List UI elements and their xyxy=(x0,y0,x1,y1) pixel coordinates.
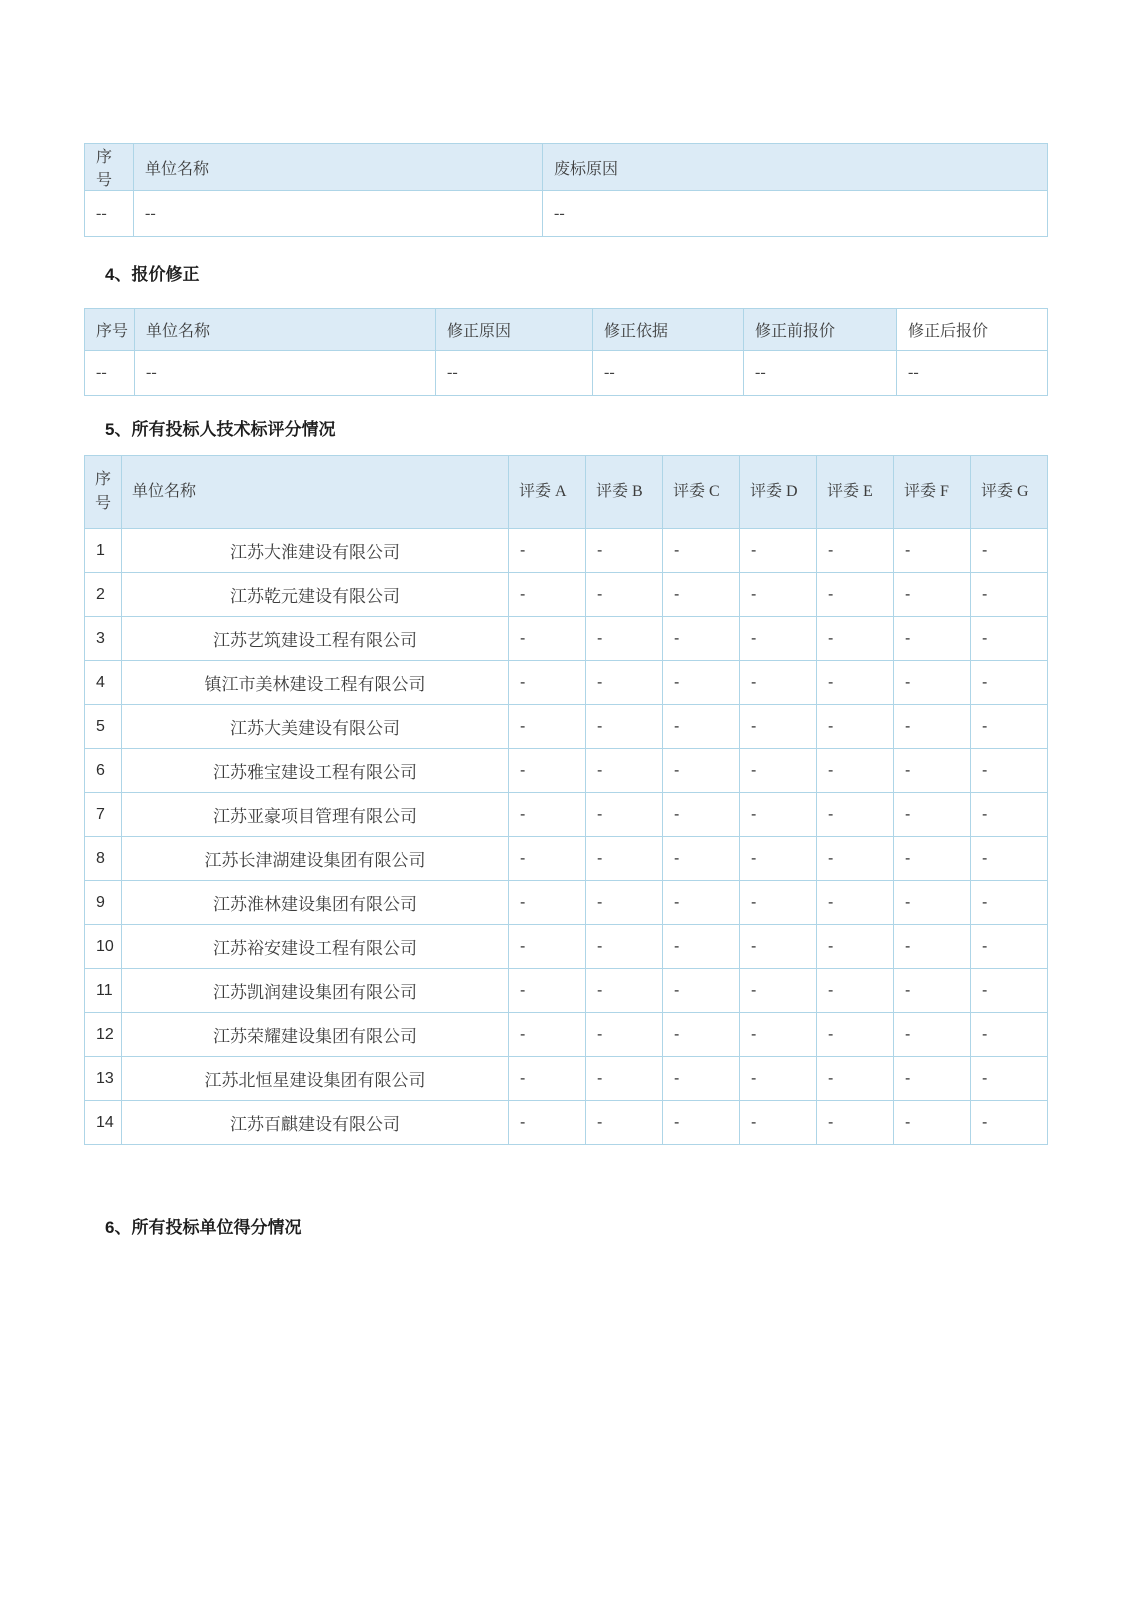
cell-company-name: 江苏大淮建设有限公司 xyxy=(122,529,509,573)
cell-price-after: -- xyxy=(897,351,1048,396)
cell-company-name: 江苏荣耀建设集团有限公司 xyxy=(122,1013,509,1057)
cell-score-judge-a: - xyxy=(509,573,586,617)
cell-score-judge-e: - xyxy=(817,1057,894,1101)
cell-score-judge-d: - xyxy=(740,617,817,661)
cell-company-name: 江苏亚豪项目管理有限公司 xyxy=(122,793,509,837)
column-header-seq: 序号 xyxy=(85,456,122,529)
cell-score-judge-g: - xyxy=(971,749,1048,793)
column-header-company: 单位名称 xyxy=(134,144,543,191)
cell-score-judge-g: - xyxy=(971,969,1048,1013)
cell-score-judge-g: - xyxy=(971,1013,1048,1057)
cell-score-judge-b: - xyxy=(586,749,663,793)
cell-company-name: 江苏百麒建设有限公司 xyxy=(122,1101,509,1145)
cell-company-name: 江苏乾元建设有限公司 xyxy=(122,573,509,617)
cell-score-judge-f: - xyxy=(894,793,971,837)
cell-score-judge-b: - xyxy=(586,969,663,1013)
table-row xyxy=(85,1101,1048,1145)
table-row xyxy=(85,705,1048,749)
table-row xyxy=(85,529,1048,573)
column-header-seq: 序号 xyxy=(85,309,135,351)
cell-score-judge-e: - xyxy=(817,837,894,881)
cell-score-judge-g: - xyxy=(971,837,1048,881)
cell-score-judge-c: - xyxy=(663,705,740,749)
cell-score-judge-b: - xyxy=(586,529,663,573)
cell-company-name: 江苏雅宝建设工程有限公司 xyxy=(122,749,509,793)
cell-score-judge-f: - xyxy=(894,529,971,573)
cell-score-judge-b: - xyxy=(586,1101,663,1145)
cell-score-judge-g: - xyxy=(971,661,1048,705)
cell-score-judge-d: - xyxy=(740,749,817,793)
cell-company-name: 江苏淮林建设集团有限公司 xyxy=(122,881,509,925)
column-header-price-before: 修正前报价 xyxy=(744,309,897,351)
table-row xyxy=(85,661,1048,705)
cell-score-judge-e: - xyxy=(817,881,894,925)
cell-score-judge-e: - xyxy=(817,617,894,661)
column-header-reject-reason: 废标原因 xyxy=(543,144,1048,191)
cell-score-judge-b: - xyxy=(586,617,663,661)
cell-score-judge-d: - xyxy=(740,881,817,925)
cell-score-judge-f: - xyxy=(894,1057,971,1101)
cell-score-judge-c: - xyxy=(663,1057,740,1101)
cell-score-judge-c: - xyxy=(663,573,740,617)
cell-company: -- xyxy=(135,351,436,396)
cell-row-number: 14 xyxy=(85,1101,122,1145)
column-header-company: 单位名称 xyxy=(122,456,509,529)
cell-score-judge-g: - xyxy=(971,1057,1048,1101)
cell-reject-reason: -- xyxy=(543,191,1048,237)
cell-score-judge-f: - xyxy=(894,881,971,925)
cell-seq: -- xyxy=(85,191,134,237)
column-header-judge-g: 评委 G xyxy=(971,456,1048,529)
cell-score-judge-a: - xyxy=(509,617,586,661)
cell-company-name: 江苏艺筑建设工程有限公司 xyxy=(122,617,509,661)
table-row xyxy=(85,969,1048,1013)
cell-score-judge-f: - xyxy=(894,969,971,1013)
cell-company-name: 江苏大美建设有限公司 xyxy=(122,705,509,749)
cell-row-number: 4 xyxy=(85,661,122,705)
rejected-bids-header-row xyxy=(85,144,1048,191)
column-header-company: 单位名称 xyxy=(135,309,436,351)
document-page xyxy=(84,143,1047,1239)
column-header-judge-e: 评委 E xyxy=(817,456,894,529)
cell-score-judge-b: - xyxy=(586,705,663,749)
cell-score-judge-g: - xyxy=(971,925,1048,969)
cell-score-judge-d: - xyxy=(740,1101,817,1145)
cell-score-judge-c: - xyxy=(663,969,740,1013)
cell-score-judge-b: - xyxy=(586,837,663,881)
cell-score-judge-a: - xyxy=(509,793,586,837)
table-row xyxy=(85,881,1048,925)
table-row xyxy=(85,925,1048,969)
cell-score-judge-f: - xyxy=(894,1101,971,1145)
cell-row-number: 13 xyxy=(85,1057,122,1101)
cell-score-judge-d: - xyxy=(740,573,817,617)
cell-score-judge-d: - xyxy=(740,1013,817,1057)
column-header-price-after: 修正后报价 xyxy=(897,309,1048,351)
cell-score-judge-b: - xyxy=(586,1013,663,1057)
cell-score-judge-d: - xyxy=(740,661,817,705)
cell-score-judge-b: - xyxy=(586,1057,663,1101)
cell-score-judge-d: - xyxy=(740,1057,817,1101)
cell-score-judge-f: - xyxy=(894,705,971,749)
cell-row-number: 11 xyxy=(85,969,122,1013)
column-header-judge-c: 评委 C xyxy=(663,456,740,529)
cell-score-judge-b: - xyxy=(586,881,663,925)
section-4-title: 4、报价修正 xyxy=(105,265,200,284)
cell-score-judge-e: - xyxy=(817,793,894,837)
cell-score-judge-e: - xyxy=(817,661,894,705)
technical-scores-header-row xyxy=(85,456,1048,529)
cell-score-judge-g: - xyxy=(971,617,1048,661)
cell-score-judge-a: - xyxy=(509,749,586,793)
cell-company-name: 江苏凯润建设集团有限公司 xyxy=(122,969,509,1013)
cell-score-judge-e: - xyxy=(817,969,894,1013)
cell-score-judge-e: - xyxy=(817,749,894,793)
cell-row-number: 2 xyxy=(85,573,122,617)
cell-score-judge-f: - xyxy=(894,925,971,969)
rejected-bids-table xyxy=(84,143,1048,237)
table-row xyxy=(85,793,1048,837)
cell-score-judge-g: - xyxy=(971,1101,1048,1145)
cell-score-judge-d: - xyxy=(740,969,817,1013)
cell-seq: -- xyxy=(85,351,135,396)
cell-score-judge-f: - xyxy=(894,617,971,661)
section-6-title: 6、所有投标单位得分情况 xyxy=(105,1218,302,1237)
cell-score-judge-b: - xyxy=(586,573,663,617)
cell-score-judge-c: - xyxy=(663,881,740,925)
cell-score-judge-e: - xyxy=(817,925,894,969)
cell-score-judge-c: - xyxy=(663,661,740,705)
cell-score-judge-e: - xyxy=(817,1101,894,1145)
cell-price-before: -- xyxy=(744,351,897,396)
cell-score-judge-f: - xyxy=(894,837,971,881)
cell-row-number: 8 xyxy=(85,837,122,881)
price-correction-header-row xyxy=(85,309,1048,351)
column-header-correction-basis: 修正依据 xyxy=(593,309,744,351)
cell-score-judge-a: - xyxy=(509,925,586,969)
cell-row-number: 9 xyxy=(85,881,122,925)
cell-score-judge-g: - xyxy=(971,573,1048,617)
cell-company-name: 江苏裕安建设工程有限公司 xyxy=(122,925,509,969)
cell-score-judge-a: - xyxy=(509,529,586,573)
cell-row-number: 12 xyxy=(85,1013,122,1057)
column-header-judge-a: 评委 A xyxy=(509,456,586,529)
cell-score-judge-f: - xyxy=(894,1013,971,1057)
cell-score-judge-a: - xyxy=(509,969,586,1013)
cell-score-judge-c: - xyxy=(663,529,740,573)
cell-score-judge-d: - xyxy=(740,925,817,969)
cell-score-judge-g: - xyxy=(971,881,1048,925)
column-header-seq: 序号 xyxy=(85,144,134,191)
cell-score-judge-e: - xyxy=(817,529,894,573)
cell-score-judge-c: - xyxy=(663,1013,740,1057)
cell-score-judge-c: - xyxy=(663,749,740,793)
cell-score-judge-d: - xyxy=(740,793,817,837)
technical-scores-table xyxy=(84,455,1048,1145)
cell-score-judge-a: - xyxy=(509,1057,586,1101)
table-row xyxy=(85,617,1048,661)
cell-score-judge-c: - xyxy=(663,793,740,837)
column-header-judge-b: 评委 B xyxy=(586,456,663,529)
column-header-correction-reason: 修正原因 xyxy=(436,309,593,351)
cell-score-judge-a: - xyxy=(509,661,586,705)
cell-correction-basis: -- xyxy=(593,351,744,396)
cell-row-number: 3 xyxy=(85,617,122,661)
table-row xyxy=(85,837,1048,881)
section-5-title: 5、所有投标人技术标评分情况 xyxy=(105,420,336,439)
cell-score-judge-f: - xyxy=(894,749,971,793)
cell-score-judge-g: - xyxy=(971,705,1048,749)
cell-score-judge-a: - xyxy=(509,837,586,881)
column-header-judge-d: 评委 D xyxy=(740,456,817,529)
cell-score-judge-g: - xyxy=(971,793,1048,837)
cell-row-number: 6 xyxy=(85,749,122,793)
cell-score-judge-e: - xyxy=(817,1013,894,1057)
cell-row-number: 1 xyxy=(85,529,122,573)
cell-row-number: 7 xyxy=(85,793,122,837)
cell-company-name: 江苏长津湖建设集团有限公司 xyxy=(122,837,509,881)
cell-score-judge-e: - xyxy=(817,705,894,749)
cell-score-judge-a: - xyxy=(509,881,586,925)
cell-score-judge-a: - xyxy=(509,705,586,749)
cell-score-judge-b: - xyxy=(586,661,663,705)
cell-score-judge-d: - xyxy=(740,529,817,573)
price-correction-table xyxy=(84,308,1048,396)
cell-row-number: 10 xyxy=(85,925,122,969)
table-row xyxy=(85,1013,1048,1057)
cell-score-judge-a: - xyxy=(509,1013,586,1057)
cell-company-name: 江苏北恒星建设集团有限公司 xyxy=(122,1057,509,1101)
cell-company-name: 镇江市美林建设工程有限公司 xyxy=(122,661,509,705)
cell-score-judge-a: - xyxy=(509,1101,586,1145)
cell-score-judge-c: - xyxy=(663,925,740,969)
cell-score-judge-b: - xyxy=(586,793,663,837)
table-row xyxy=(85,573,1048,617)
table-row xyxy=(85,1057,1048,1101)
table-row xyxy=(85,351,1048,396)
cell-correction-reason: -- xyxy=(436,351,593,396)
cell-row-number: 5 xyxy=(85,705,122,749)
cell-score-judge-f: - xyxy=(894,661,971,705)
cell-score-judge-d: - xyxy=(740,837,817,881)
cell-score-judge-g: - xyxy=(971,529,1048,573)
cell-score-judge-f: - xyxy=(894,573,971,617)
cell-score-judge-c: - xyxy=(663,617,740,661)
column-header-judge-f: 评委 F xyxy=(894,456,971,529)
cell-score-judge-d: - xyxy=(740,705,817,749)
table-row xyxy=(85,749,1048,793)
table-row xyxy=(85,191,1048,237)
cell-score-judge-c: - xyxy=(663,1101,740,1145)
cell-score-judge-b: - xyxy=(586,925,663,969)
cell-score-judge-c: - xyxy=(663,837,740,881)
cell-company: -- xyxy=(134,191,543,237)
cell-score-judge-e: - xyxy=(817,573,894,617)
